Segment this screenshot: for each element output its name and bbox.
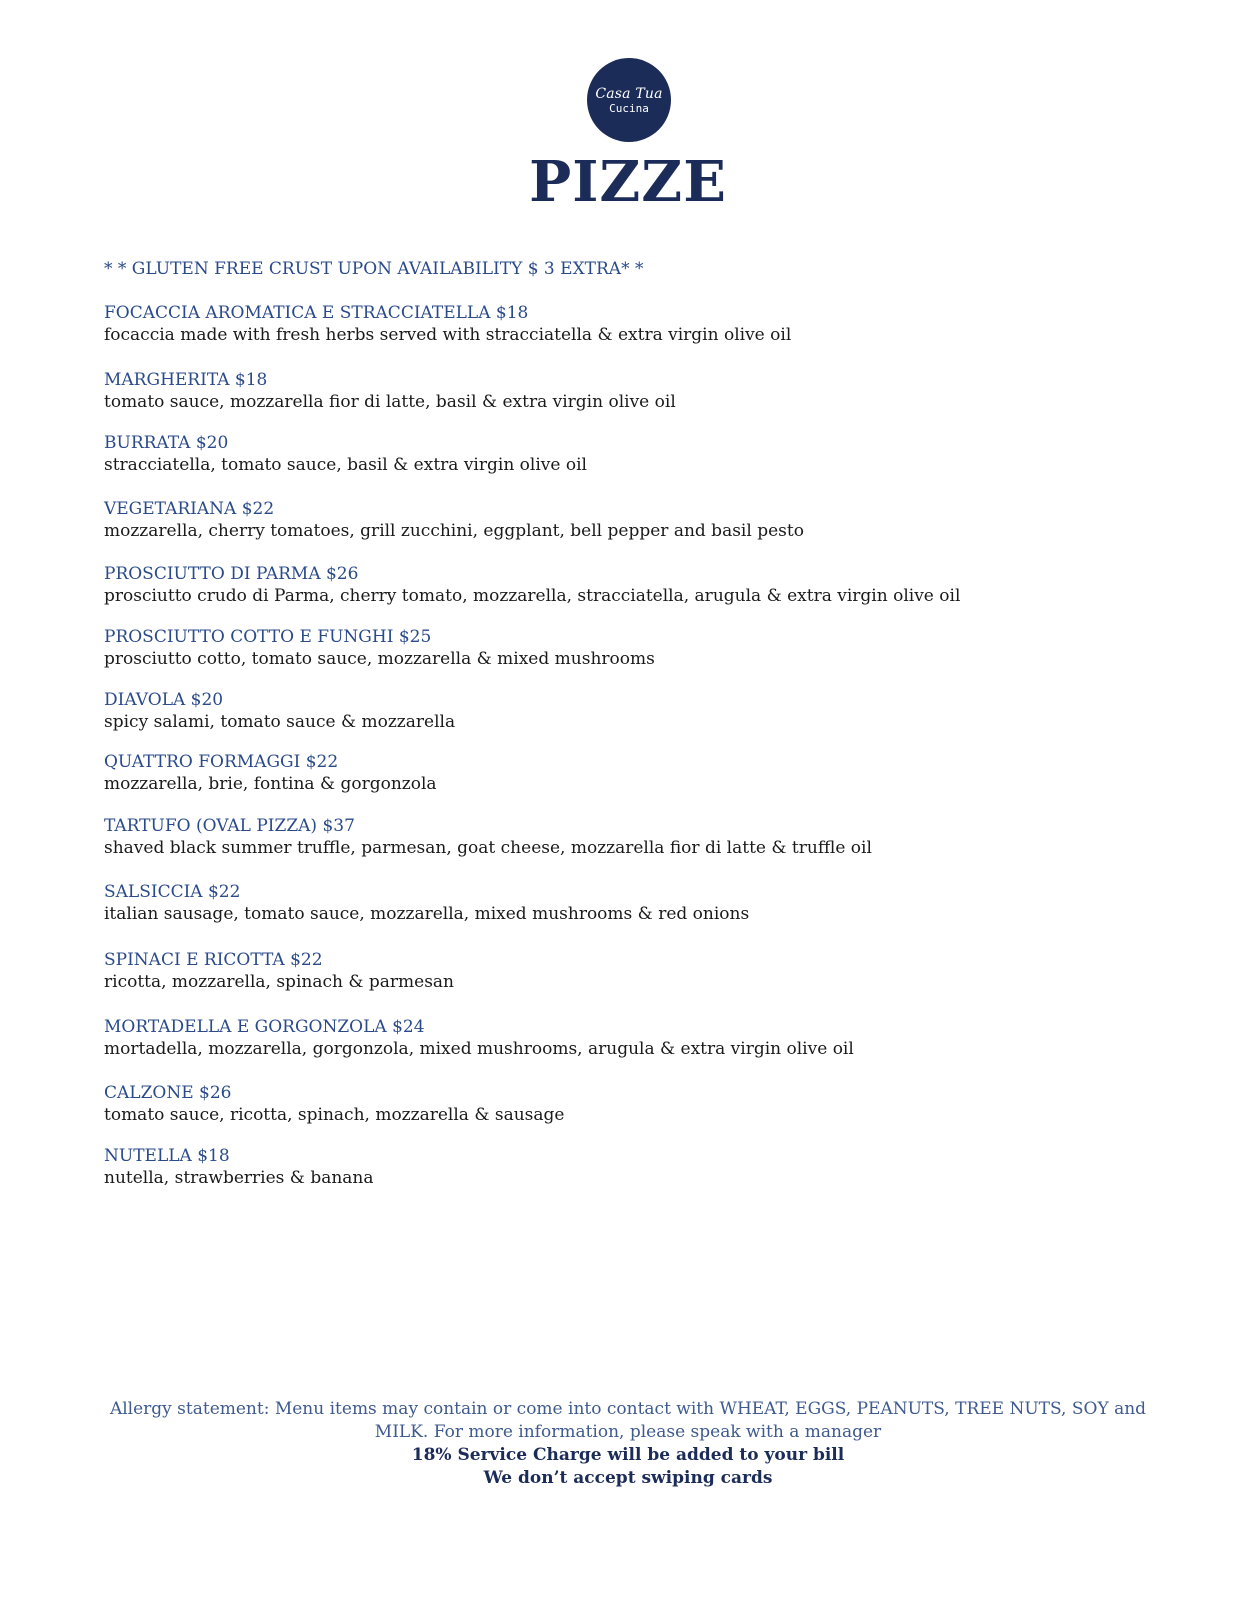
menu-item-description: ricotta, mozzarella, spinach & parmesan (104, 972, 455, 992)
menu-item-name: SPINACI E RICOTTA $22 (104, 950, 323, 970)
menu-footer (0, 1398, 1256, 1490)
menu-item (104, 949, 454, 993)
menu-item (104, 498, 804, 542)
menu-item-description: spicy salami, tomato sauce & mozzarella (104, 712, 456, 732)
menu-item-description: mortadella, mozzarella, gorgonzola, mixed mushrooms, arugula & extra virgin olive oil (104, 1039, 854, 1059)
menu-item-description: focaccia made with fresh herbs served with stracciatella & extra virgin olive oil (104, 325, 792, 345)
menu-item (104, 302, 791, 346)
menu-item-name: CALZONE $26 (104, 1083, 232, 1103)
menu-item-description: prosciutto cotto, tomato sauce, mozzarella & mixed mushrooms (104, 649, 655, 669)
menu-item-description: prosciutto crudo di Parma, cherry tomato, mozzarella, stracciatella, arugula & extra virgin olive oil (104, 586, 961, 606)
menu-item-name: NUTELLA $18 (104, 1146, 230, 1166)
menu-item-name: FOCACCIA AROMATICA E STRACCIATELLA $18 (104, 303, 529, 323)
menu-item (104, 1016, 854, 1060)
menu-item-description: italian sausage, tomato sauce, mozzarella, mixed mushrooms & red onions (104, 904, 750, 924)
menu-item-name: BURRATA $20 (104, 433, 229, 453)
menu-item-description: stracciatella, tomato sauce, basil & extra virgin olive oil (104, 455, 587, 475)
allergy-statement: Allergy statement: Menu items may contain or come into contact with WHEAT, EGGS, PEANUTS, TREE NUTS, SOY and MILK. For more information, please speak with a manager (109, 1399, 1147, 1442)
menu-item-name: MARGHERITA $18 (104, 370, 268, 390)
gluten-free-note: * * GLUTEN FREE CRUST UPON AVAILABILITY $ 3 EXTRA* * (104, 259, 644, 279)
menu-item (104, 369, 676, 413)
menu-item-description: mozzarella, brie, fontina & gorgonzola (104, 774, 437, 794)
menu-item (104, 815, 872, 859)
menu-item-name: VEGETARIANA $22 (104, 499, 275, 519)
menu-item-description: shaved black summer truffle, parmesan, goat cheese, mozzarella fior di latte & truffle oil (104, 838, 872, 858)
menu-item (104, 881, 749, 925)
menu-item (104, 751, 437, 795)
menu-item (104, 432, 587, 476)
menu-item-name: PROSCIUTTO COTTO E FUNGHI $25 (104, 627, 432, 647)
payment-note: We don’t accept swiping cards (483, 1468, 773, 1488)
restaurant-logo (587, 58, 671, 142)
menu-item-name: MORTADELLA E GORGONZOLA $24 (104, 1017, 425, 1037)
menu-item-name: DIAVOLA $20 (104, 690, 224, 710)
page-title: PIZZE (529, 149, 727, 215)
menu-item (104, 563, 960, 607)
menu-item (104, 1145, 374, 1189)
menu-item (104, 626, 655, 670)
service-charge-note: 18% Service Charge will be added to your bill (411, 1445, 845, 1465)
menu-item-name: QUATTRO FORMAGGI $22 (104, 752, 339, 772)
menu-item-name: PROSCIUTTO DI PARMA $26 (104, 564, 359, 584)
menu-item-name: SALSICCIA $22 (104, 882, 241, 902)
menu-item-description: nutella, strawberries & banana (104, 1168, 374, 1188)
menu-item-description: tomato sauce, ricotta, spinach, mozzarella & sausage (104, 1105, 565, 1125)
menu-item-description: mozzarella, cherry tomatoes, grill zucchini, eggplant, bell pepper and basil pesto (104, 521, 804, 541)
logo-script-text: Casa Tua (595, 85, 663, 102)
menu-item (104, 689, 455, 733)
menu-item-name: TARTUFO (OVAL PIZZA) $37 (104, 816, 355, 836)
logo-sub-text: Cucina (609, 101, 649, 115)
menu-item (104, 1082, 564, 1126)
menu-item-description: tomato sauce, mozzarella fior di latte, basil & extra virgin olive oil (104, 392, 676, 412)
